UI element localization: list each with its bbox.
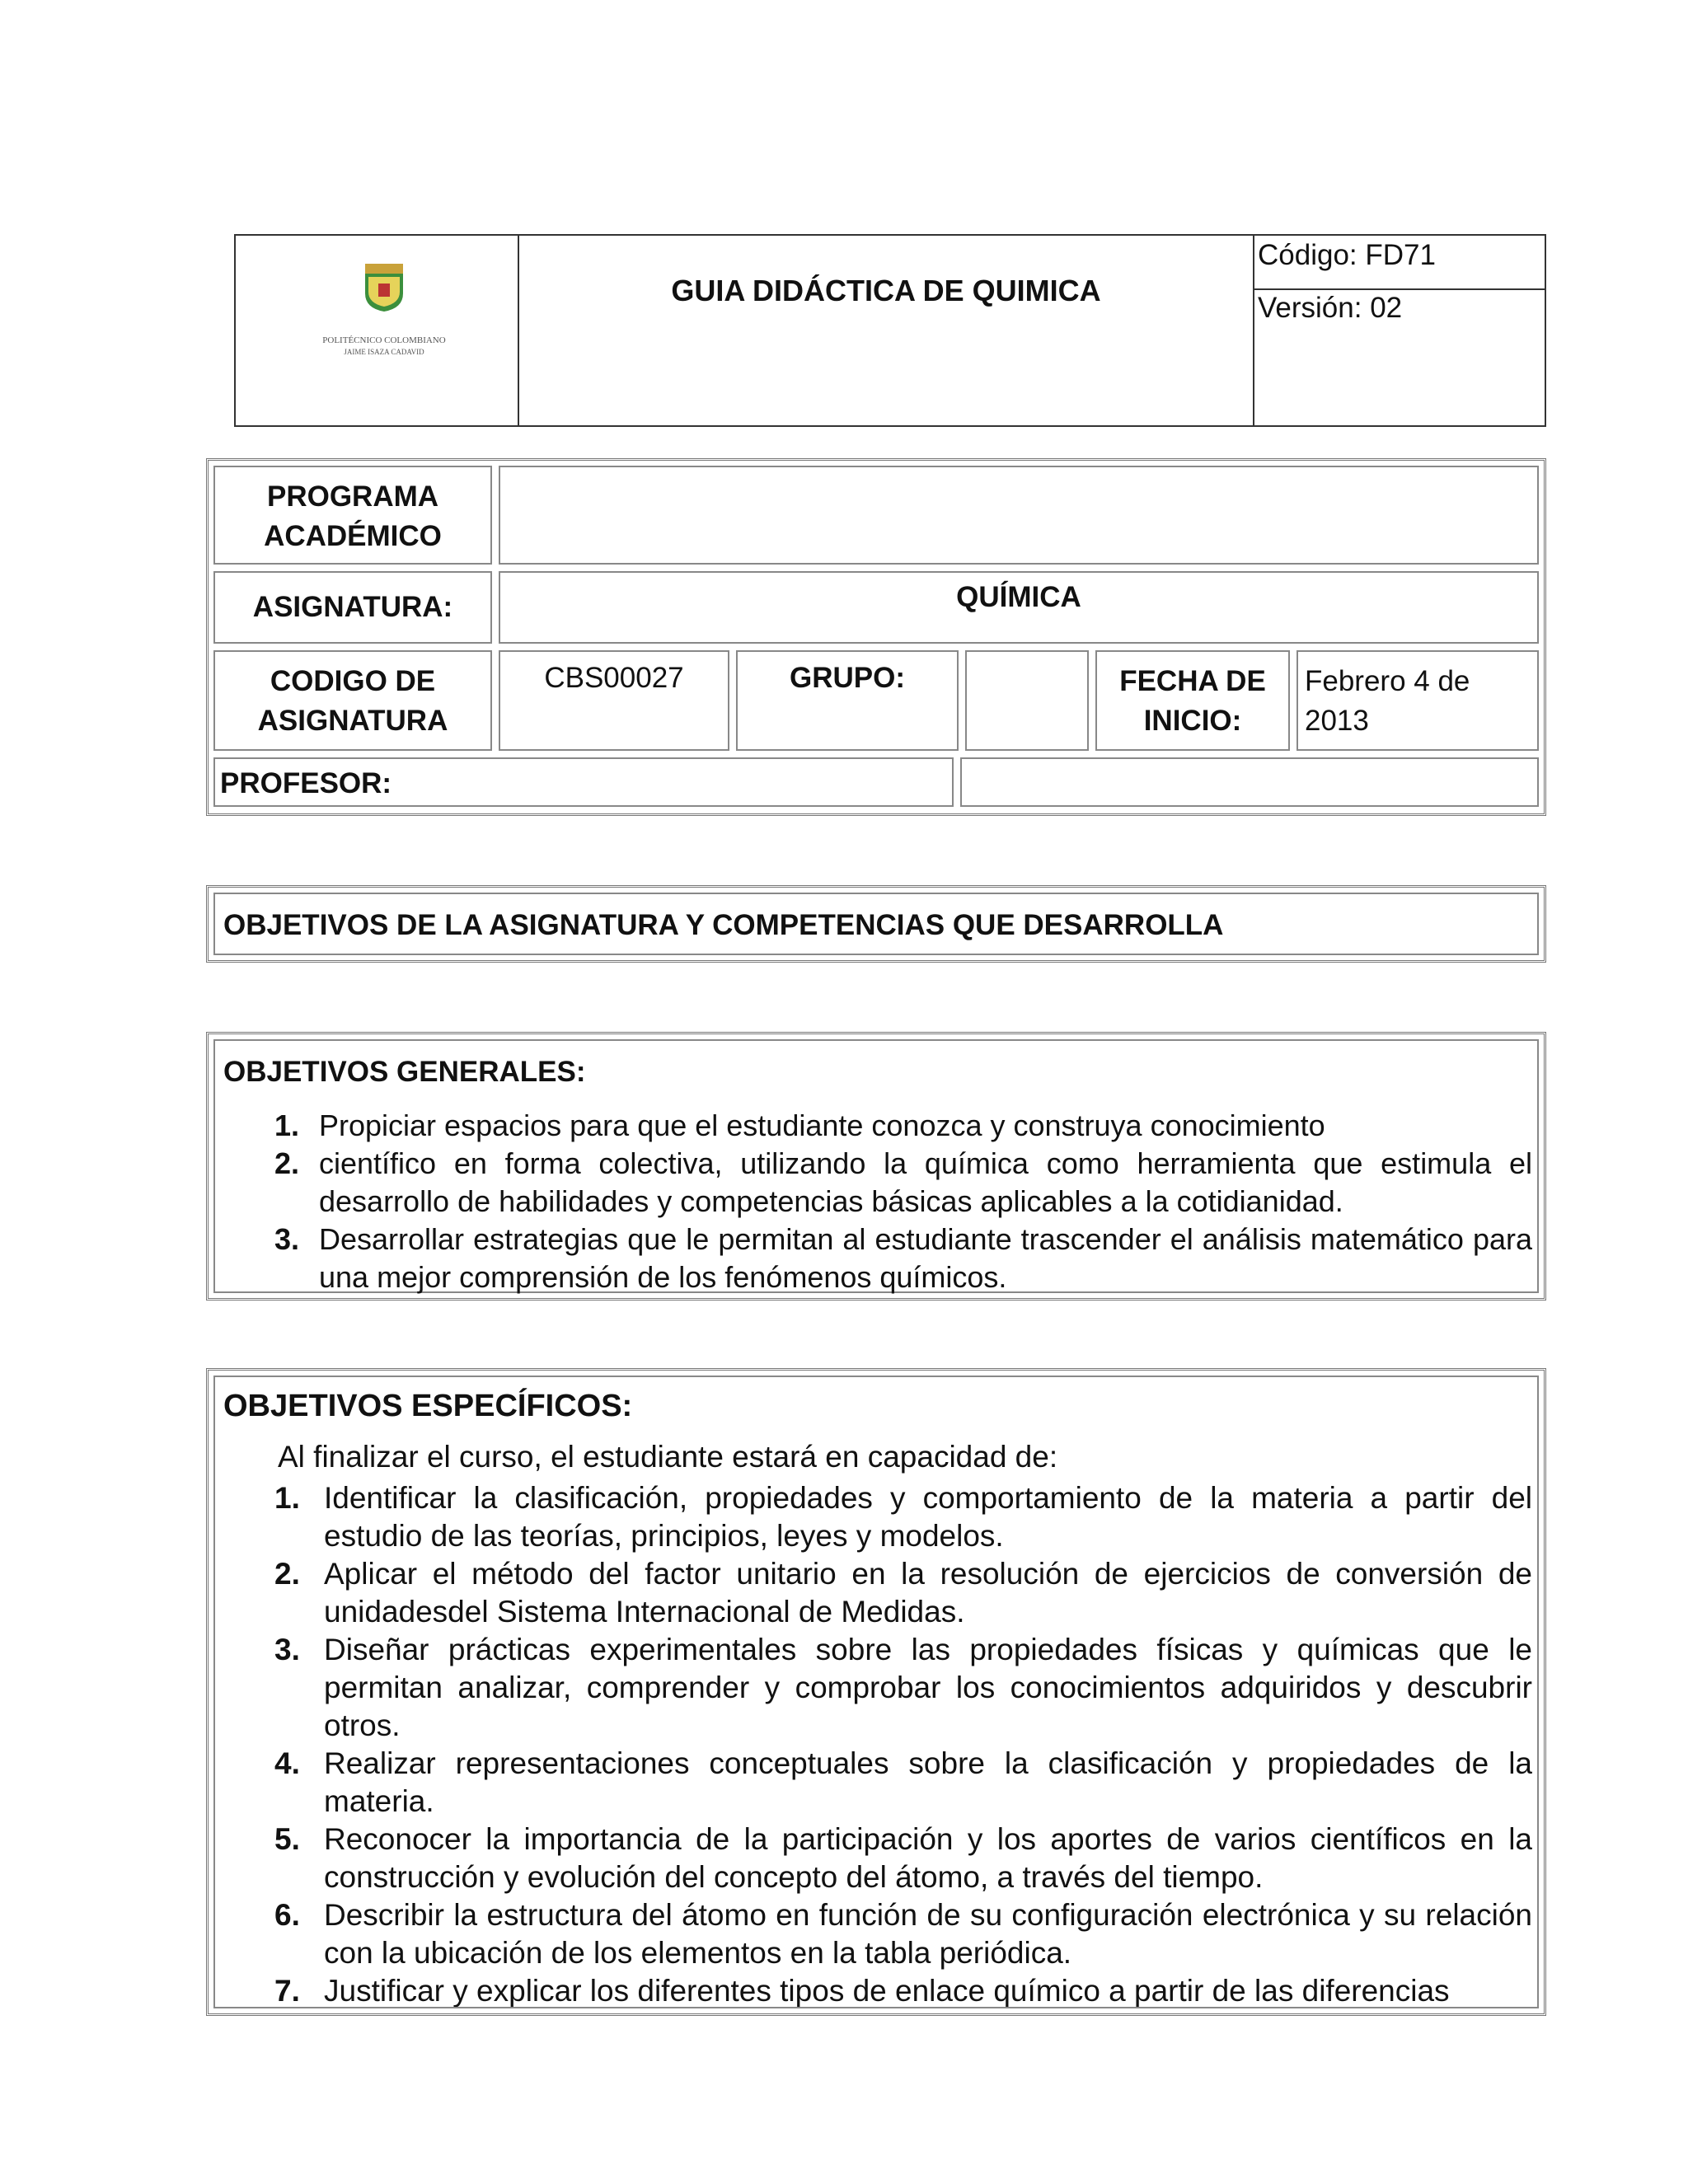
subject-value: QUÍMICA	[499, 571, 1539, 644]
logo-caption: POLITÉCNICO COLOMBIANO JAIME ISAZA CADAVID	[322, 335, 446, 356]
teacher-value	[960, 757, 1539, 807]
list-item	[274, 1631, 1532, 1745]
institution-logo-icon	[363, 262, 405, 313]
subject-code-label: CODIGO DE ASIGNATURA	[213, 650, 492, 751]
group-label: GRUPO:	[736, 650, 959, 751]
item-text: Describir la estructura del átomo en función de su configuración electrónica y su relación con la ubicación de los elementos en la tabla periódica.	[324, 1898, 1532, 1970]
list-item	[274, 1821, 1532, 1896]
logo-cell	[236, 236, 519, 425]
item-number: 5.	[274, 1822, 300, 1856]
item-number: 1.	[274, 1108, 300, 1142]
document-version: Versión: 02	[1258, 292, 1403, 324]
specific-objectives-content	[213, 1376, 1539, 2008]
list-item	[274, 1221, 1532, 1296]
course-info-table	[206, 458, 1546, 816]
list-item	[274, 1972, 1532, 2008]
list-item	[274, 1145, 1532, 1221]
subject-code-value: CBS00027	[499, 650, 729, 751]
group-value	[965, 650, 1089, 751]
teacher-label: PROFESOR:	[213, 757, 954, 807]
header-title-cell	[519, 236, 1254, 425]
item-text: Reconocer la importancia de la participación y los aportes de varios científicos en la construcción y evolución del concepto del átomo, a través del tiempo.	[324, 1822, 1532, 1894]
general-objectives-box	[206, 1032, 1546, 1301]
item-number: 1.	[274, 1481, 300, 1515]
list-item	[274, 1896, 1532, 1972]
list-item	[274, 1479, 1532, 1555]
item-number: 2.	[274, 1146, 300, 1180]
item-text: Justificar y explicar los diferentes tipos de enlace químico a partir de las diferencias	[324, 1974, 1450, 2008]
item-number: 2.	[274, 1557, 300, 1591]
general-objectives-list	[274, 1107, 1532, 1296]
specific-objectives-box	[206, 1368, 1546, 2016]
item-text: Aplicar el método del factor unitario en la resolución de ejercicios de conversión de unidadesdel Sistema Internacional de Medidas.	[324, 1557, 1532, 1629]
item-number: 6.	[274, 1898, 300, 1932]
document-header	[234, 234, 1546, 427]
item-text: Desarrollar estrategias que le permitan al estudiante trascender el análisis matemático para una mejor comprensión de los fenómenos químicos.	[319, 1222, 1532, 1294]
item-text: Diseñar prácticas experimentales sobre las propiedades físicas y químicas que le permitan analizar, comprender y comprobar los conocimientos adquiridos y descubrir otros.	[324, 1633, 1532, 1742]
program-label: PROGRAMA ACADÉMICO	[213, 466, 492, 565]
item-text: científico en forma colectiva, utilizando la química como herramienta que estimula el desarrollo de habilidades y competencias básicas aplicables a la cotidianidad.	[319, 1146, 1532, 1218]
general-objectives-content	[213, 1039, 1539, 1293]
specific-objectives-list	[274, 1479, 1532, 2008]
program-value	[499, 466, 1539, 565]
item-number: 7.	[274, 1974, 300, 2008]
item-text: Identificar la clasificación, propiedades y comportamiento de la materia a partir del estudio de las teorías, principios, leyes y modelos.	[324, 1481, 1532, 1553]
list-item	[274, 1107, 1532, 1145]
objectives-heading: OBJETIVOS DE LA ASIGNATURA Y COMPETENCIAS QUE DESARROLLA	[213, 893, 1539, 955]
list-item	[274, 1555, 1532, 1631]
document-title: GUIA DIDÁCTICA DE QUIMICA	[671, 274, 1101, 307]
start-date-label: FECHA DE INICIO:	[1095, 650, 1290, 751]
general-objectives-title: OBJETIVOS GENERALES:	[223, 1056, 586, 1088]
item-text: Propiciar espacios para que el estudiante conozca y construya conocimiento	[319, 1108, 1325, 1142]
item-number: 4.	[274, 1746, 300, 1780]
start-date-value: Febrero 4 de 2013	[1296, 650, 1539, 751]
specific-objectives-title: OBJETIVOS ESPECÍFICOS:	[223, 1389, 633, 1423]
list-item	[274, 1745, 1532, 1821]
objectives-section-header	[206, 885, 1546, 963]
item-number: 3.	[274, 1222, 300, 1256]
subject-label: ASIGNATURA:	[213, 571, 492, 644]
header-codes-cell	[1254, 236, 1545, 425]
specific-objectives-intro: Al finalizar el curso, el estudiante estará en capacidad de:	[278, 1440, 1058, 1474]
document-code: Código: FD71	[1254, 236, 1545, 290]
item-number: 3.	[274, 1633, 300, 1666]
item-text: Realizar representaciones conceptuales sobre la clasificación y propiedades de la materia.	[324, 1746, 1532, 1818]
